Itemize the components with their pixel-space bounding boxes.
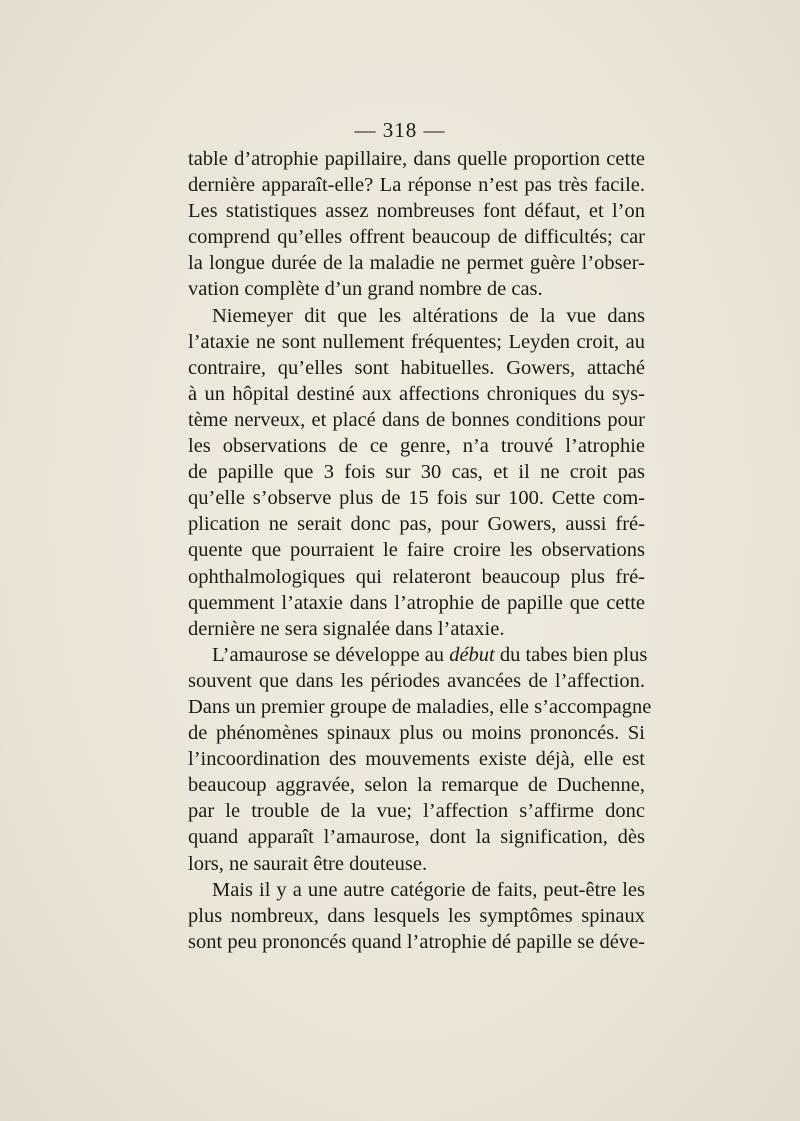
text-line: la longue durée de la maladie ne permet guère l’obser- bbox=[188, 252, 645, 275]
text-line: comprend qu’elles offrent beaucoup de difficultés; car bbox=[188, 226, 645, 249]
text-line: quente que pourraient le faire croire les observations bbox=[188, 539, 645, 562]
text-line: ophthalmologiques qui relateront beaucoup plus fré- bbox=[188, 565, 645, 588]
text-line: de phénomènes spinaux plus ou moins prononcés. Si bbox=[188, 722, 645, 745]
text-line: de papille que 3 fois sur 30 cas, et il ne croit pas bbox=[188, 461, 645, 484]
text-line: dernière apparaît-elle? La réponse n’est pas très facile. bbox=[188, 174, 645, 197]
text-line: quemment l’ataxie dans l’atrophie de papille que cette bbox=[188, 591, 645, 614]
text-line: par le trouble de la vue; l’affection s’affirme donc bbox=[188, 800, 645, 823]
text-line: quand apparaît l’amaurose, dont la signification, dès bbox=[188, 826, 645, 849]
text-line: Mais il y a une autre catégorie de faits, peut-être les bbox=[212, 878, 645, 901]
text-line: les observations de ce genre, n’a trouvé l’atrophie bbox=[188, 435, 645, 458]
text-line: qu’elle s’observe plus de 15 fois sur 100. Cette com- bbox=[188, 487, 645, 510]
italic-word: début bbox=[449, 643, 495, 666]
body-text bbox=[188, 146, 652, 955]
text-line: Niemeyer dit que les altérations de la vue dans bbox=[212, 304, 645, 327]
text-line: Les statistiques assez nombreuses font défaut, et l’on bbox=[188, 200, 645, 223]
text-line: dernière ne sera signalée dans l’ataxie. bbox=[188, 617, 505, 640]
text-line: tème nerveux, et placé dans de bonnes conditions pour bbox=[188, 408, 645, 431]
text-segment: du tabes bien plus bbox=[494, 643, 648, 666]
text-line: lors, ne saurait être douteuse. bbox=[188, 852, 428, 875]
text-segment: L’amaurose se développe au bbox=[212, 643, 450, 666]
text-line: à un hôpital destiné aux affections chroniques du sys- bbox=[188, 382, 645, 405]
text-line: souvent que dans les périodes avancées de l’affection. bbox=[188, 669, 645, 692]
text-line: table d’atrophie papillaire, dans quelle proportion cette bbox=[188, 148, 645, 170]
text-line: l’incoordination des mouvements existe déjà, elle est bbox=[188, 748, 645, 771]
text-line: sont peu prononcés quand l’atrophie dé papille se déve- bbox=[188, 930, 645, 953]
text-line: vation complète d’un grand nombre de cas. bbox=[188, 278, 543, 301]
text-line: contraire, qu’elles sont habituelles. Gowers, attaché bbox=[188, 356, 645, 379]
text-line: plication ne serait donc pas, pour Gowers, aussi fré- bbox=[188, 513, 645, 536]
text-line: l’ataxie ne sont nullement fréquentes; Leyden croit, au bbox=[188, 330, 645, 353]
text-line: plus nombreux, dans lesquels les symptômes spinaux bbox=[188, 904, 645, 927]
page-number: — 318 — bbox=[354, 118, 446, 142]
text-line bbox=[188, 642, 648, 668]
text-line: Dans un premier groupe de maladies, elle s’accompagne bbox=[188, 695, 652, 718]
text-line: beaucoup aggravée, selon la remarque de Duchenne, bbox=[188, 774, 645, 797]
